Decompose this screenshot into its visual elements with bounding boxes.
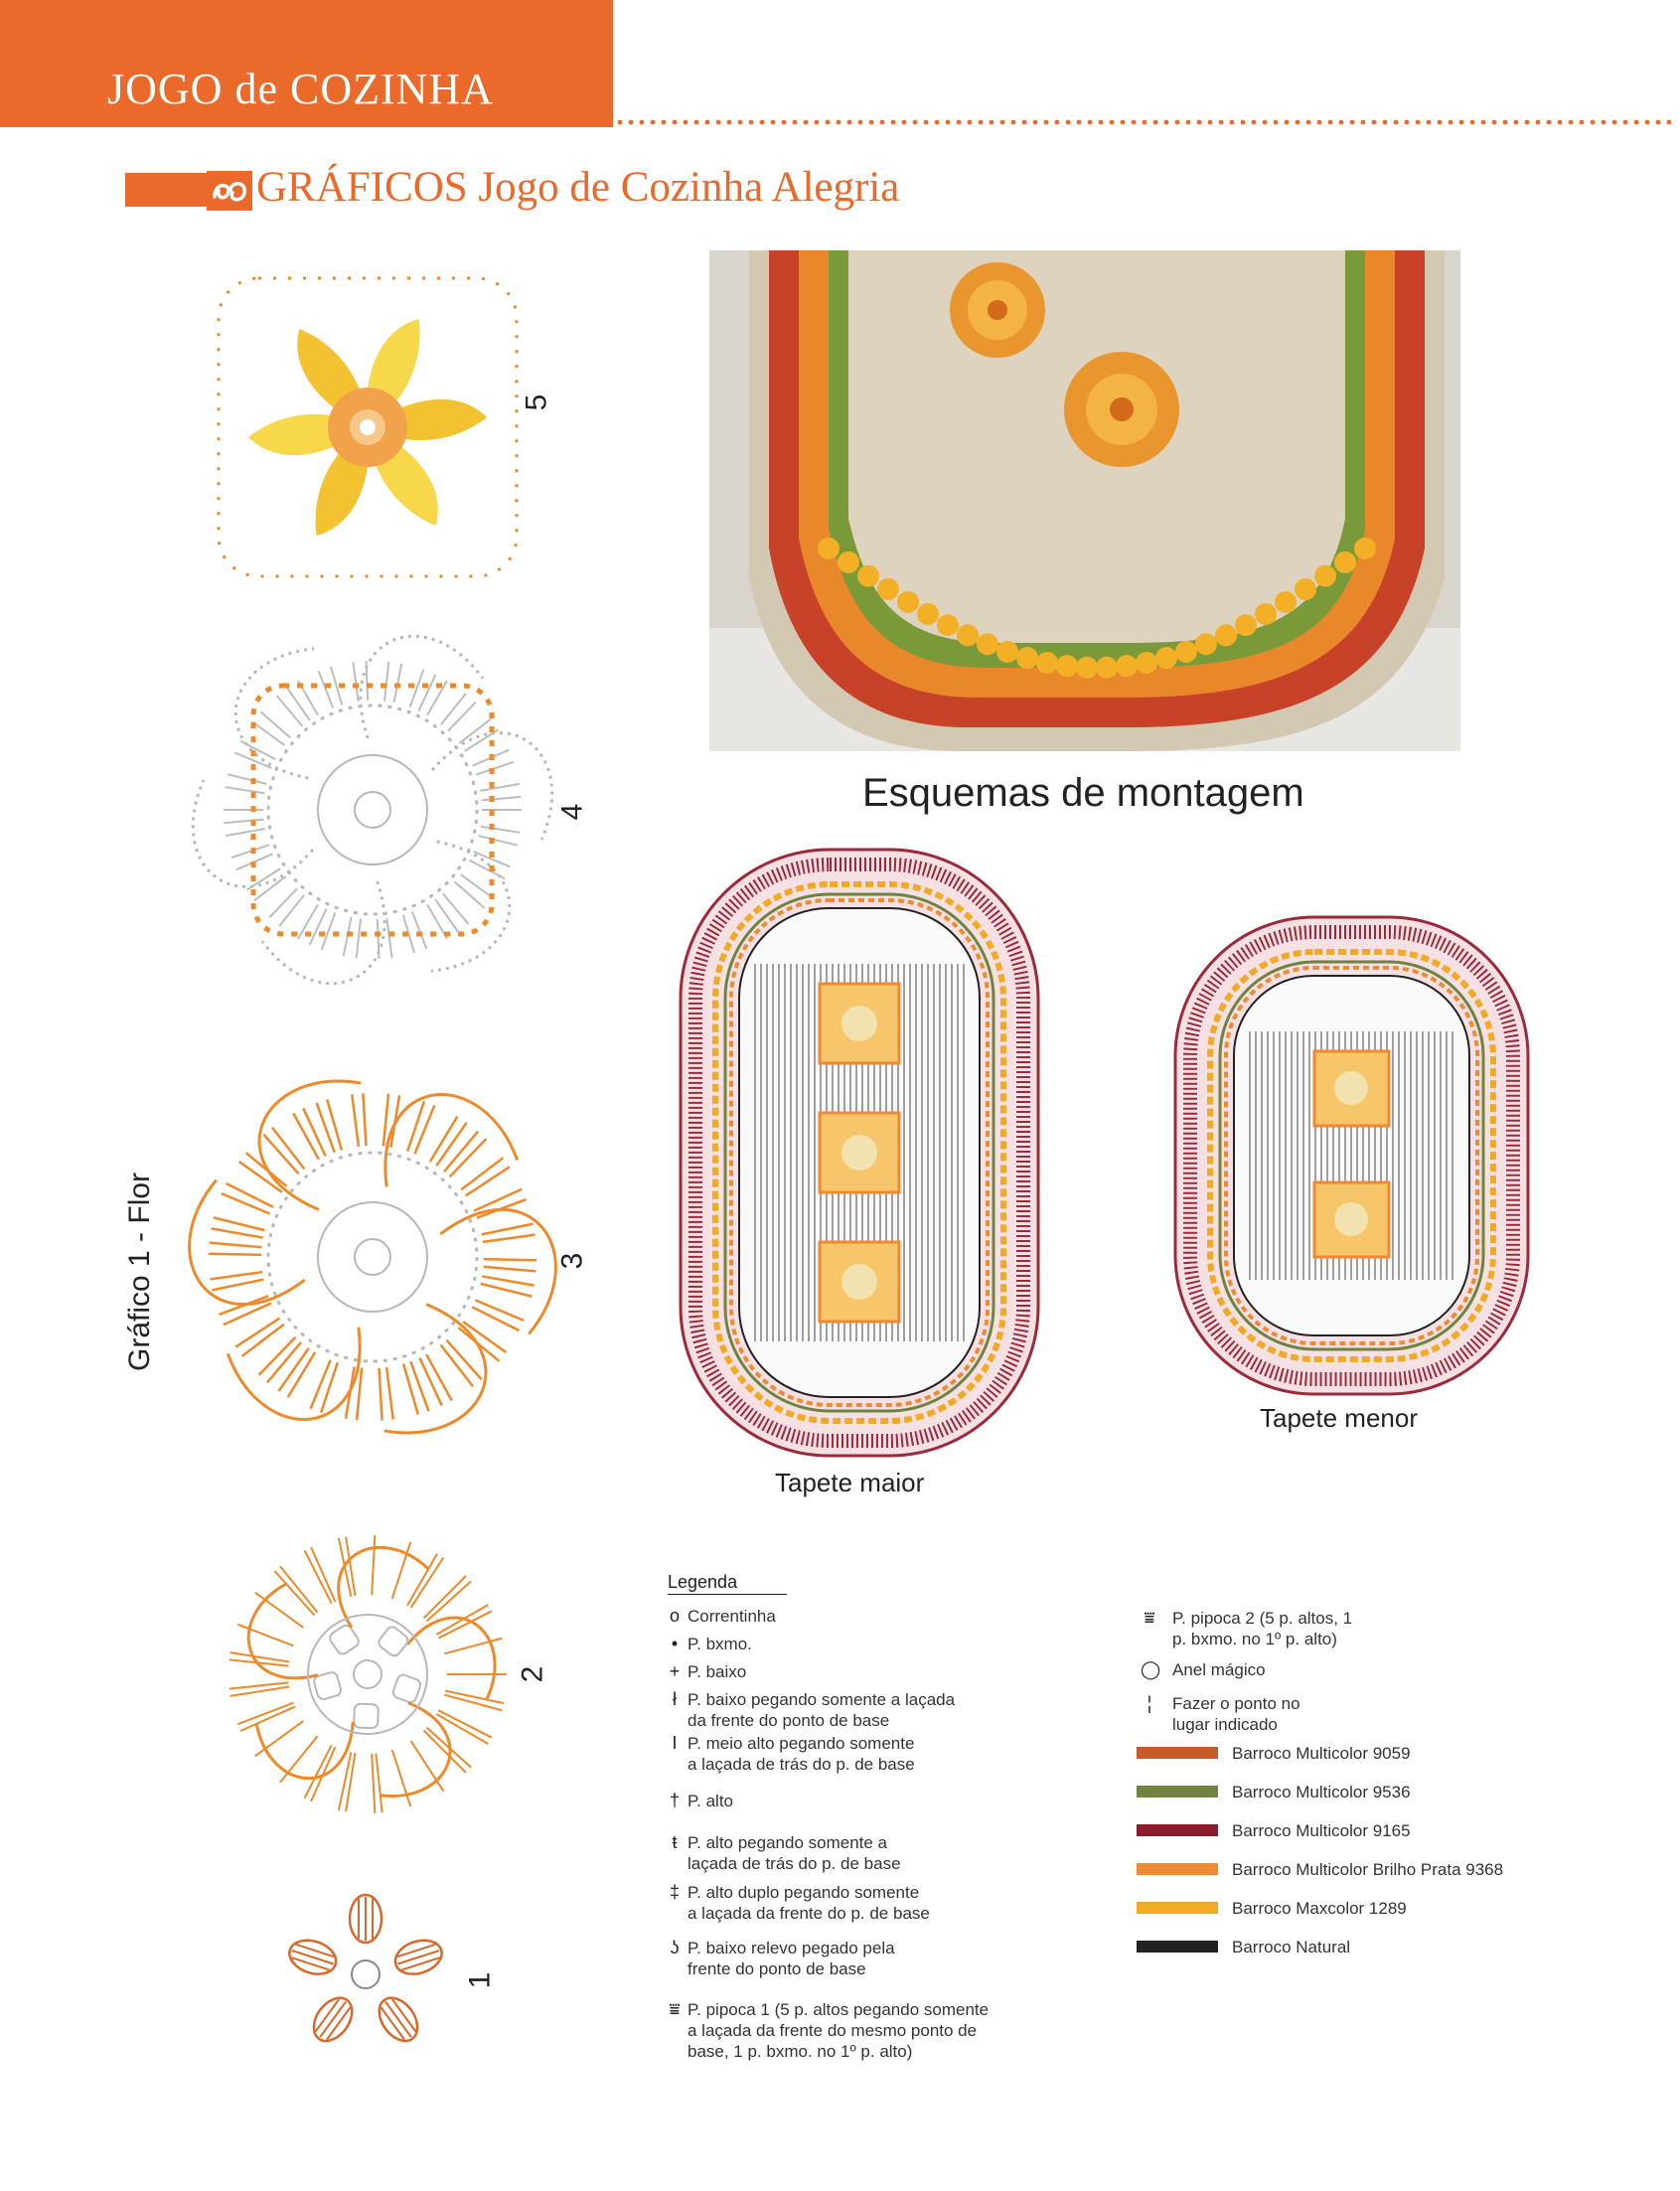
legend-item-8: P. baixo relevo pegado pela frente do ponto de base: [687, 1939, 895, 1978]
round-1-chart: [285, 1895, 446, 2048]
section-title: GRÁFICOS Jogo de Cozinha Alegria: [256, 164, 900, 211]
small-rug-diagram: [1170, 912, 1533, 1399]
legend-item-3: P. baixo pegando somente a laçada da frente do ponto de base: [687, 1690, 956, 1730]
legend-item-5: P. alto: [687, 1792, 734, 1810]
scroll-ornament-icon: [207, 171, 252, 211]
round-number-3: 3: [555, 1252, 589, 1270]
legend-symbol-icon: o: [669, 1606, 680, 1626]
header-title: JOGO de COZINHA: [107, 65, 494, 113]
yarn-swatch: [1137, 1824, 1218, 1836]
legend-item-9: P. pipoca 1 (5 p. altos pegando somente a laçada da frente do mesmo ponto de base, 1 p. bxmo. no 1º p. alto): [687, 2000, 990, 2061]
legend-item-6: P. alto pegando somente a laçada de trás do p. de base: [687, 1833, 901, 1873]
yarn-label-5: Barroco Natural: [1232, 1938, 1351, 1956]
rug-photo: [709, 250, 1460, 751]
yarn-label-0: Barroco Multicolor 9059: [1232, 1744, 1411, 1763]
legend-right-symbol-icon: ◯: [1141, 1659, 1161, 1679]
legend-right-symbol-icon: ¦: [1146, 1693, 1152, 1713]
dotted-divider: [616, 117, 1680, 127]
legend-symbol-icon: ‡: [669, 1882, 680, 1902]
large-rug-label: Tapete maior: [775, 1468, 925, 1497]
legend-right-item-1: Anel mágico: [1172, 1660, 1266, 1679]
legend-item-0: Correntinha: [687, 1607, 776, 1626]
legend-symbol-icon: ŧ: [672, 1832, 678, 1852]
legend-title: Legenda: [668, 1572, 787, 1595]
legend-item-2: P. baixo: [687, 1662, 747, 1681]
round-number-5: 5: [520, 393, 553, 411]
yarn-swatch: [1137, 1747, 1218, 1759]
legend-item-4: P. meio alto pegando somente a laçada de trás do p. de base: [687, 1734, 915, 1774]
large-rug-diagram: [676, 845, 1043, 1461]
legend-item-1: P. bxmo.: [687, 1635, 752, 1653]
yarn-label-1: Barroco Multicolor 9536: [1232, 1783, 1411, 1801]
yarn-swatch: [1137, 1902, 1218, 1914]
yarn-label-3: Barroco Multicolor Brilho Prata 9368: [1232, 1860, 1504, 1879]
yarn-label-2: Barroco Multicolor 9165: [1232, 1821, 1411, 1840]
legend-symbol-icon: †: [669, 1791, 680, 1810]
flower-chart-rounds: [159, 243, 626, 2102]
legend-symbol-icon: ⩸: [669, 1999, 681, 2019]
round-4-chart: [171, 590, 574, 1030]
round-number-4: 4: [555, 803, 589, 821]
yarn-swatch: [1137, 1786, 1218, 1798]
yarn-swatch: [1137, 1941, 1218, 1953]
legend-item-7: P. alto duplo pegando somente a laçada da frente do p. de base: [687, 1883, 930, 1923]
legend-right-symbol-icon: ⩸: [1144, 1608, 1155, 1628]
legend-symbol-icon: •: [671, 1634, 679, 1653]
round-2-chart: [184, 1504, 525, 1853]
legend-right-item-0: P. pipoca 2 (5 p. altos, 1 p. bxmo. no 1º p. alto): [1172, 1609, 1353, 1648]
round-number-1: 1: [463, 1971, 497, 1989]
yarn-swatch: [1137, 1863, 1218, 1875]
round-3-chart: [159, 1022, 590, 1490]
legend-right-item-2: Fazer o ponto no lugar indicado: [1172, 1694, 1300, 1734]
round-5-chart: [219, 278, 517, 576]
yarn-label-4: Barroco Maxcolor 1289: [1232, 1899, 1407, 1918]
chart-label: Gráfico 1 - Flor: [123, 1172, 156, 1371]
round-number-2: 2: [516, 1665, 549, 1683]
legend-symbol-icon: +: [669, 1661, 681, 1681]
small-rug-label: Tapete menor: [1260, 1403, 1418, 1433]
diagram-title: Esquemas de montagem: [862, 771, 1304, 815]
legend-symbol-icon: ł: [673, 1689, 677, 1709]
legend-symbol-icon: I: [672, 1733, 678, 1753]
legend-symbol-icon: ʖ: [670, 1938, 680, 1957]
